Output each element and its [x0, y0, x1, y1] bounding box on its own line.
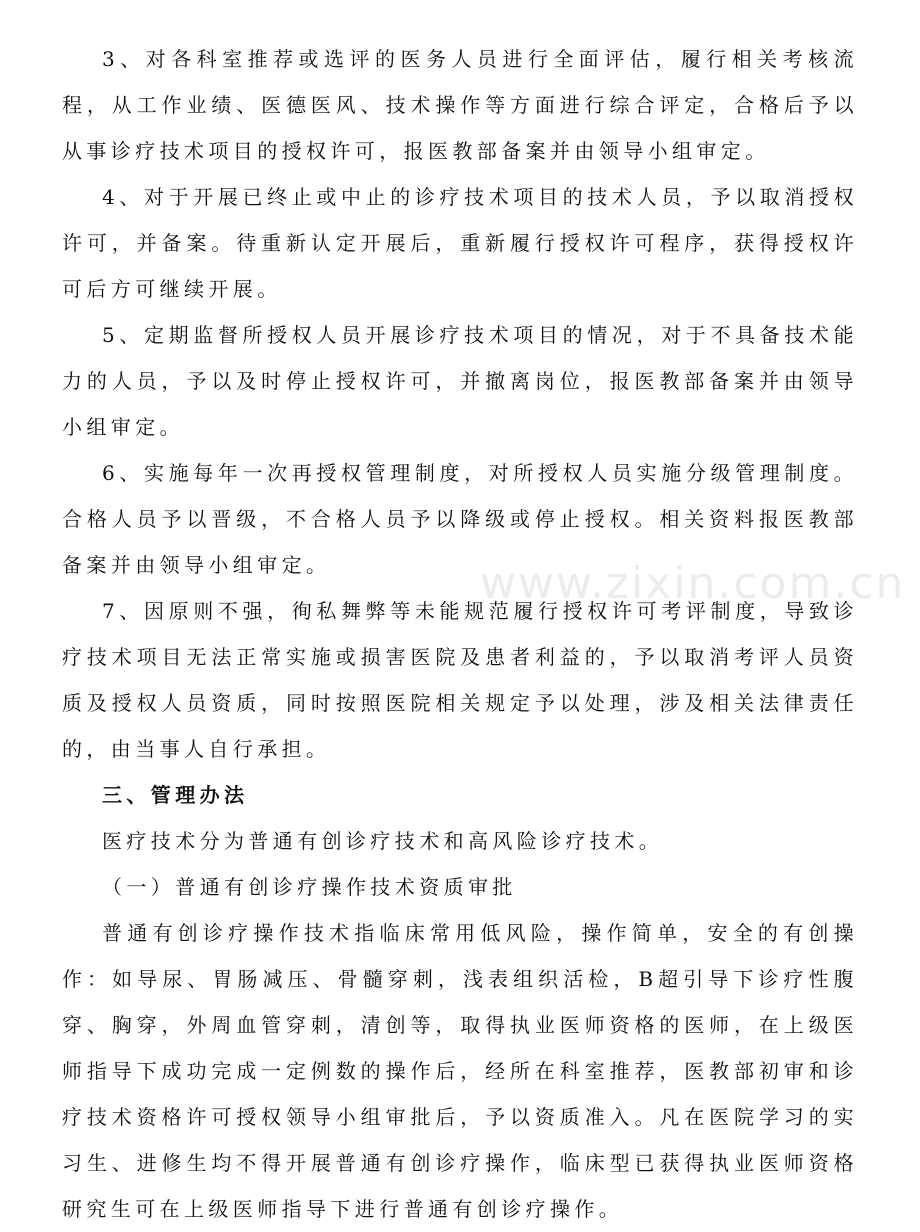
sub-heading: （一）普通有创诊疗操作技术资质审批 [102, 875, 517, 899]
watermark: www.zixin.com.cn [480, 558, 906, 609]
intro-paragraph: 医疗技术分为普通有创诊疗技术和高风险诊疗技术。 [102, 829, 664, 853]
paragraph-item-4: 4、对于开展已终止或中止的诊疗技术项目的技术人员，予以取消授权许可，并备案。待重新认定开展后，重新履行授权许可程序，获得授权许可后方可继续开展。 [62, 185, 858, 301]
section-heading: 三、管理办法 [102, 783, 249, 807]
body-paragraph: 普通有创诊疗操作技术指临床常用低风险，操作简单，安全的有创操作：如导尿、胃肠减压、骨髓穿刺，浅表组织活检，B超引导下诊疗性腹穿、胸穿，外周血管穿刺，清创等，取得执业医师资格的医师，在上级医师指导下成功完成一定例数的操作后，经所在科室推荐，医教部初审和诊疗技术资格许可授权领导小组审批后，予以资质准入。凡在医院学习的实习生、进修生均不得开展普通有创诊疗操作，临床型已获得执业医师资格研究生可在上级医师指导下进行普通有创诊疗操作。 [62, 921, 858, 1221]
paragraph-item-6: 6、实施每年一次再授权管理制度，对所授权人员实施分级管理制度。合格人员予以晋级，不合格人员予以降级或停止授权。相关资料报医教部备案并由领导小组审定。 [62, 461, 858, 577]
paragraph-item-5: 5、定期监督所授权人员开展诊疗技术项目的情况，对于不具备技术能力的人员，予以及时停止授权许可，并撤离岗位，报医教部备案并由领导小组审定。 [62, 323, 858, 439]
paragraph-item-7: 7、因原则不强，徇私舞弊等未能规范履行授权许可考评制度，导致诊疗技术项目无法正常实施或损害医院及患者利益的，予以取消考评人员资质及授权人员资质，同时按照医院相关规定予以处理，涉及相关法律责任的，由当事人自行承担。 [62, 599, 858, 761]
paragraph-item-3: 3、对各科室推荐或选评的医务人员进行全面评估，履行相关考核流程，从工作业绩、医德医风、技术操作等方面进行综合评定，合格后予以从事诊疗技术项目的授权许可，报医教部备案并由领导小组审定。 [62, 47, 858, 163]
